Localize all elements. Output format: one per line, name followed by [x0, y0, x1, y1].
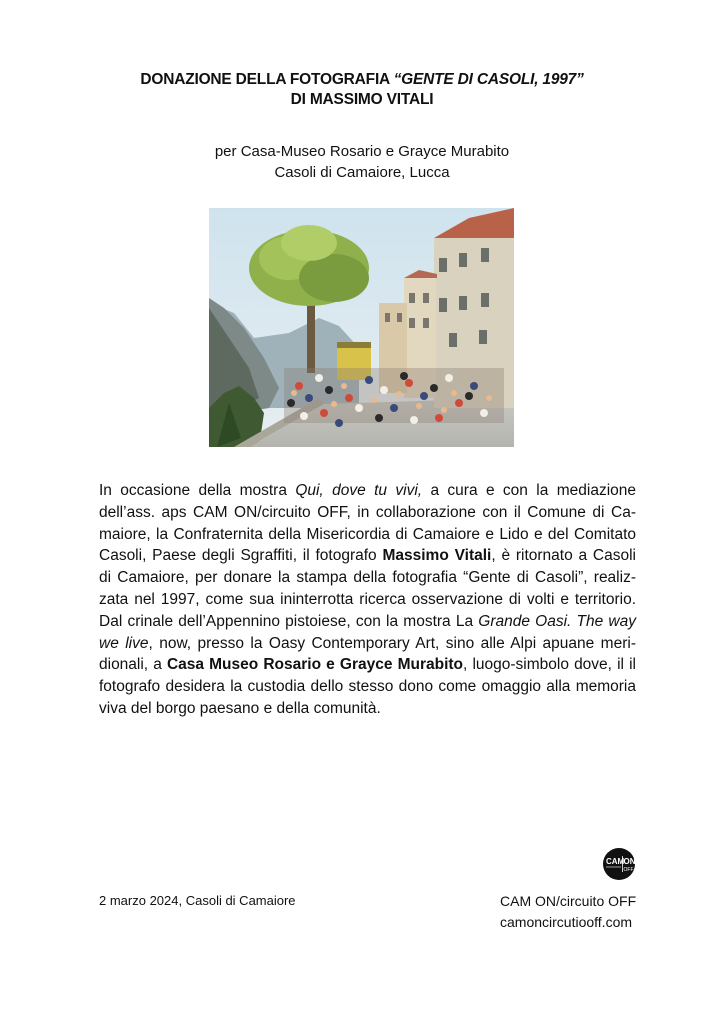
document-subtitle [0, 141, 724, 183]
body-run-museum: Casa Museo Rosario e Grayce Murabito [166, 656, 464, 674]
subtitle-line-1: per Casa-Museo Rosario e Grayce Murabito [214, 143, 510, 160]
document-title [0, 70, 724, 110]
body-run-1: In occasione della mostra [99, 482, 296, 499]
body-run-3: a cura e con la mediazione dell’ass. aps CAM ON/circuito OFF, in collaborazione con il Comune di Camaiore, la Confraternita della Misericordia di Camaiore e Lido e del Comitato Casoli, Paese degli Sgraffiti, il fotografo [99, 482, 636, 565]
subtitle-line-2: Casoli di Camaiore, Lucca [274, 164, 450, 181]
group-photo-village-icon [209, 208, 514, 447]
body-run-photographer: Massimo Vitali [382, 547, 492, 565]
body-run-7: , now, presso la Oasy Contemporary Art, sino alle Alpi apuane meridionali, a [99, 634, 636, 674]
title-italic: “GENTE DI CASOLI, 1997” [393, 71, 584, 88]
footer-organization [500, 891, 640, 933]
body-run-exhibition-2: Grande Oasi. The way we live [99, 612, 636, 652]
title-prefix: DONAZIONE DELLA FOTOGRAFIA [140, 71, 394, 88]
logo-text-cam: CAM [606, 857, 625, 866]
footer-org-name: CAM ON/circuito OFF [500, 893, 637, 909]
logo-text-off: OFF [623, 867, 634, 873]
group-photo [209, 208, 514, 447]
body-paragraph [99, 480, 636, 720]
title-line-1 [0, 70, 724, 90]
footer-date-place: 2 marzo 2024, Casoli di Camaiore [99, 893, 296, 908]
title-line-2: DI MASSIMO VITALI [290, 91, 434, 108]
logo-text-on: ON [623, 857, 636, 866]
body-run-exhibition-title: Qui, dove tu vivi, [295, 482, 423, 499]
body-run-5: , è ritornato a Casoli di Camaiore, per donare la stampa della fotografia “Gente di Casoli”, realizzata nel 1997, come sua ininterrotta ricerca osservazione di volti e territorio. Dal crinale dell’Appennino pistoiese, con la mostra La [99, 547, 636, 630]
cam-on-logo-icon [603, 848, 635, 880]
body-run-9: , luogo-simbolo dove, il il fotografo desidera la custodia dello stesso dono come omaggio alla memoria viva del borgo paesano e della comunità. [99, 656, 636, 717]
footer-org-site: camoncircutiooff.com [500, 914, 633, 930]
